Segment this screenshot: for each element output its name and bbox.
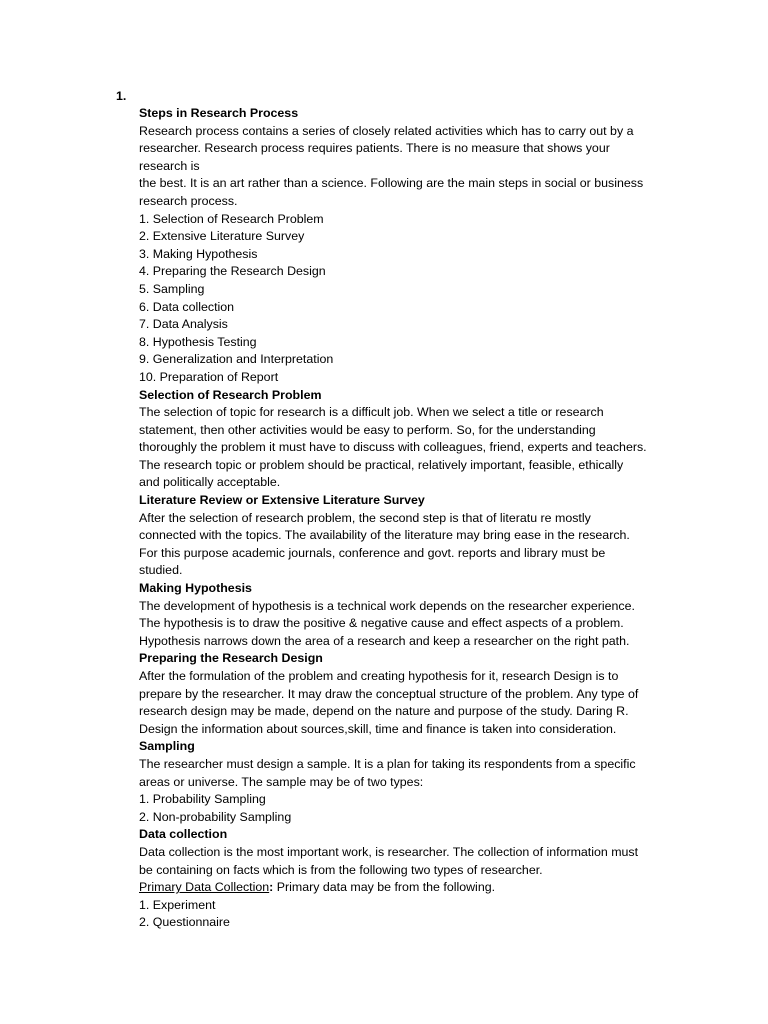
section-literature — [139, 492, 679, 580]
text-line: After the formulation of the problem and creating hypothesis for it, research Design is to — [139, 669, 619, 683]
text-line: Design the information about sources,skill, time and finance is taken into consideration. — [139, 721, 617, 736]
section-heading: Data collection — [139, 827, 228, 842]
text-line: studied. — [139, 563, 183, 578]
text-line: Data collection is the most important work, is researcher. The collection of information must — [139, 844, 639, 859]
text-line: The research topic or problem should be practical, relatively important, feasible, ethically — [139, 457, 624, 472]
section-design — [139, 650, 679, 738]
text-line: The development of hypothesis is a technical work depends on the researcher experience. — [139, 598, 635, 613]
section-heading: Selection of Research Problem — [139, 387, 322, 402]
text-line: research process. — [139, 193, 238, 208]
text-line: research design may be made, depend on the nature and purpose of the study. Daring R. — [139, 704, 629, 719]
primary-data-colon: : — [269, 880, 274, 895]
text-line: areas or universe. The sample may be of two types: — [139, 774, 424, 789]
list-item: 4. Preparing the Research Design — [139, 264, 326, 279]
text-line: Research process contains a series of closely related activities which has to carry out by a — [139, 123, 634, 138]
text-line: thoroughly the problem it must have to discuss with colleagues, friend, experts and teachers. — [139, 440, 647, 455]
text-line: be containing on facts which is from the following two types of researcher. — [139, 862, 543, 877]
text-line: researcher. Research process requires patients. There is no measure that shows your — [139, 141, 610, 156]
list-item: 1. Probability Sampling — [139, 792, 266, 807]
list-number: 1. — [116, 89, 127, 103]
primary-data-line — [139, 879, 679, 897]
text-line: the best. It is an art rather than a science. Following are the main steps in social or business — [139, 176, 644, 191]
primary-data-label: Primary Data Collection — [139, 880, 270, 895]
steps-list — [139, 211, 679, 387]
text-line: research is — [139, 158, 200, 173]
list-item: 9. Generalization and Interpretation — [139, 352, 334, 367]
text-line: After the selection of research problem, the second step is that of literatu re mostly — [139, 510, 591, 525]
text-line: statement, then other activities would be easy to perform. So, for the understanding — [139, 422, 596, 437]
list-item: 6. Data collection — [139, 299, 235, 314]
text-line: Hypothesis narrows down the area of a research and keep a researcher on the right path. — [139, 633, 630, 648]
list-item: 5. Sampling — [139, 281, 205, 296]
section-heading: Making Hypothesis — [139, 581, 252, 596]
text-line: For this purpose academic journals, conference and govt. reports and library must be — [139, 545, 606, 560]
list-item: 7. Data Analysis — [139, 317, 228, 332]
document-body — [139, 105, 679, 932]
list-item: 3. Making Hypothesis — [139, 246, 258, 261]
text-line: The hypothesis is to draw the positive & negative cause and effect aspects of a problem. — [139, 616, 624, 631]
section-heading: Preparing the Research Design — [139, 651, 323, 666]
section-sampling — [139, 738, 679, 826]
text-line: and politically acceptable. — [139, 475, 281, 490]
list-item: 10. Preparation of Report — [139, 369, 279, 384]
list-item: 1. Selection of Research Problem — [139, 211, 324, 226]
section-heading: Sampling — [139, 739, 195, 754]
intro-paragraph — [139, 123, 679, 211]
list-item: 1. Experiment — [139, 897, 216, 912]
primary-data-text: Primary data may be from the following. — [273, 880, 496, 895]
section-heading: Literature Review or Extensive Literature Survey — [139, 493, 425, 508]
list-item: 8. Hypothesis Testing — [139, 334, 257, 349]
list-item: 2. Extensive Literature Survey — [139, 229, 305, 244]
text-line: prepare by the researcher. It may draw the conceptual structure of the problem. Any type of — [139, 686, 639, 701]
text-line: The selection of topic for research is a difficult job. When we select a title or research — [139, 405, 604, 420]
document-title: Steps in Research Process — [139, 106, 299, 120]
list-item: 2. Questionnaire — [139, 915, 230, 930]
text-line: The researcher must design a sample. It is a plan for taking its respondents from a specific — [139, 756, 636, 771]
list-item: 2. Non-probability Sampling — [139, 809, 292, 824]
section-hypothesis — [139, 580, 679, 650]
section-data-collection — [139, 826, 679, 932]
section-selection — [139, 387, 679, 493]
text-line: connected with the topics. The availability of the literature may bring ease in the research. — [139, 528, 630, 543]
